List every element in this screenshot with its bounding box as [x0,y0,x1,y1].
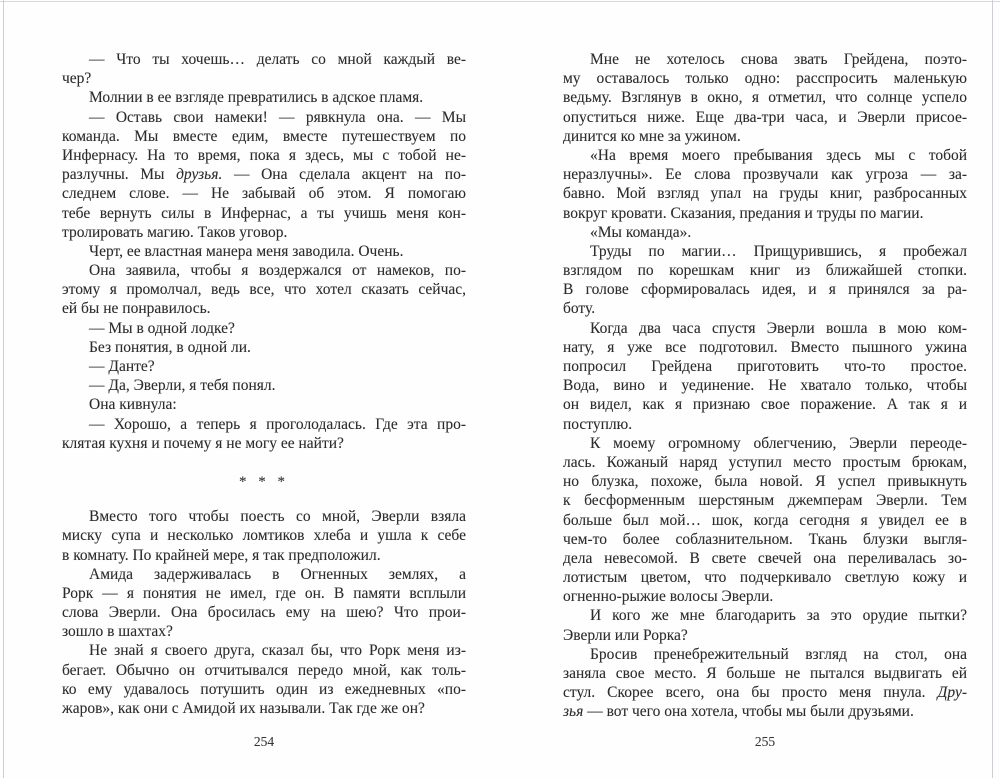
text-line: команда. Мы вместе едим, вместе путешествуем по [62,127,466,145]
text-line: Вода, вино и уединение. Не хватало только, чтобы [563,377,967,395]
text-line: боту. [563,300,596,318]
text-line: попросил Грейдена приготовить что-то простое. [563,358,967,375]
text-line: «На время моего пребывания здесь мы с тобой [590,146,967,164]
text-line: Бросив пренебрежительный взгляд на стол, она [590,645,967,663]
text-line: но блузка, похоже, была новой. Я успел привыкнуть [563,473,967,491]
paragraph [563,434,967,607]
text-line: му оставалось только одно: расспросить маленькую [563,70,967,88]
text-line: И кого же мне благодарить за это орудие пытки? [590,607,967,625]
paragraph [563,146,967,223]
scan-edge-top [0,1,1000,2]
text-segment: стул. Скорее всего, она бы просто меня пнула. [563,684,938,702]
text-line: слова Эверли. Она бросилась ему на шею? Что прои- [62,604,466,622]
text-line: дела невесомой. В свете свечей она переливалась зо- [563,549,967,567]
paragraph [62,641,466,718]
text-line: Без понятия, в одной ли. [89,338,251,356]
paragraph [62,565,466,642]
text-line: Эверли или Рорка? [563,626,688,644]
paragraph [62,88,466,107]
text-line: Она заявила, чтобы я воздержался от намеков, по- [89,262,466,280]
paragraph [62,376,466,395]
text-line: зошло в шахтах? [62,623,173,641]
scene-break-separator: * * * [239,473,289,490]
text-line: лась. Кожаный наряд уступил место простым брюкам, [563,453,967,471]
left-page-number: 254 [253,734,275,749]
text-line: этому я промолчал, ведь все, что хотел сказать сейчас, [62,281,466,299]
paragraph [62,108,466,242]
text-segment: — Она сделала акцент на по- [222,166,466,184]
paragraph [62,261,466,319]
text-line: поступлю. [563,415,633,433]
text-line: Когда два часа спустя Эверли вошла в мою ком- [590,319,967,337]
text-line: Рорк — я понятия не имел, где он. В памяти всплыли [62,584,466,602]
text-line: В голове сформировалась идея, и я принялся за ра- [563,281,967,299]
text-line: взглядом по корешкам книг из ближайшей стопки. [563,262,967,280]
text-line: к бесформенным шерстяным джемперам Эверли. Тем [563,492,967,510]
text-line: «Мы команда». [590,223,692,241]
paragraph [62,50,466,88]
text-line: Молнии в ее взгляде превратились в адское пламя. [89,89,424,107]
text-line: он видел, как я признаю свое поражение. А так я и [563,396,967,414]
text-line: заняла свое место. Я больше не пытался выдвигать ей [563,665,967,682]
text-line: бегает. Обычно он отчитывался передо мной, как толь- [62,661,466,679]
paragraph [563,223,967,242]
text-line [62,165,466,184]
paragraph [62,395,466,414]
text-line: чер? [62,70,92,88]
text-line: — Данте? [89,358,155,375]
text-line: ей бы не понравилось. [62,300,211,318]
right-page-number: 255 [754,734,776,749]
text-line: опуститься ниже. Еще два-три часа, и Эверли присое- [563,108,967,126]
text-line: жаров», как они с Амидой их называли. Так где же он? [62,700,425,717]
text-line: — Хорошо, а теперь я проголодалась. Где эта про- [89,415,466,433]
text-line: вокруг кровати. Сказания, предания и труды по магии. [563,204,924,222]
text-line [563,702,967,721]
paragraph [563,242,967,319]
paragraph [62,415,466,453]
text-line: — Оставь свои намеки! — рявкнула она. — Мы [89,108,466,126]
text-line: огненно-рыжие волосы Эверли. [563,588,774,606]
text-line: клятая кухня и почему я не могу ее найти? [62,434,344,452]
text-line: в комнату. По крайней мере, я так предположил. [62,546,381,564]
text-line: ведьму. Взглянув в окно, я отметил, что солнце успело [563,89,967,107]
paragraph [62,357,466,376]
paragraph [563,606,967,644]
text-line: Черт, ее властная манера меня заводила. Очень. [89,242,404,260]
text-line: Не знай я своего друга, сказал бы, что Рорк меня из- [89,642,466,660]
italic-text: друзья. [176,166,223,184]
paragraph [563,645,967,722]
text-line: тебе вернуть силы в Инфернас, а ты учишь меня кон- [62,204,466,222]
text-line: следнем слове. — Не забывай об этом. Я помогаю [62,185,466,203]
text-line: миску супа и несколько ломтиков хлеба и ушла к себе [62,527,466,545]
paragraph [62,338,466,357]
paragraph [563,50,967,146]
text-line: Она кивнула: [89,396,177,414]
scan-edge-left [3,0,4,778]
right-page-text [563,50,967,722]
scan-edge-right [992,0,993,778]
text-line: ко ему удавалось потушить один из ежедневных «по- [62,680,466,698]
text-line: — Мы в одной лодке? [89,319,235,337]
text-line: Труды по магии… Прищурившись, я пробежал [590,242,967,260]
text-line: — Да, Эверли, я тебя понял. [89,377,276,395]
text-line: бавно. Мой взгляд упал на груды книг, разбросанных [563,185,967,203]
text-line: Вместо того чтобы поесть со мной, Эверли взяла [89,508,466,526]
paragraph [62,507,466,565]
text-line: Инфернасу. На то время, пока я здесь, мы с тобой не- [62,146,466,164]
text-line: — Что ты хочешь… делать со мной каждый ве- [89,51,466,68]
text-line: тролировать магию. Таков уговор. [62,223,288,241]
text-line: неразлучны». Ее слова прозвучали как угроза — за- [563,166,967,184]
text-segment: — вот чего она хотела, чтобы мы были друзьями. [583,703,914,721]
left-page-text [62,50,466,718]
text-line: Амида задерживалась в Огненных землях, а [89,565,466,583]
text-line: динится ко мне за ужином. [563,127,741,145]
text-line: нату, я уже все подготовил. Вместо пышного ужина [563,338,967,356]
text-line: чем-то более соблазнительном. Ткань блузки выгля- [563,530,967,548]
text-line: К моему огромному облегчению, Эверли переоде- [590,434,967,452]
paragraph [62,242,466,261]
text-line [563,683,967,702]
italic-text: Дру- [937,684,967,702]
text-line: лотистым цветом, что подчеркивало светлую кожу и [563,569,967,587]
italic-text: зья [563,703,584,721]
text-segment: разлучны. Мы [62,166,177,184]
text-line: Мне не хотелось снова звать Грейдена, поэто- [590,51,967,68]
paragraph [563,319,967,434]
text-line: больше был мой… шок, когда сегодня я увидел ее в [563,511,967,529]
paragraph [62,319,466,338]
